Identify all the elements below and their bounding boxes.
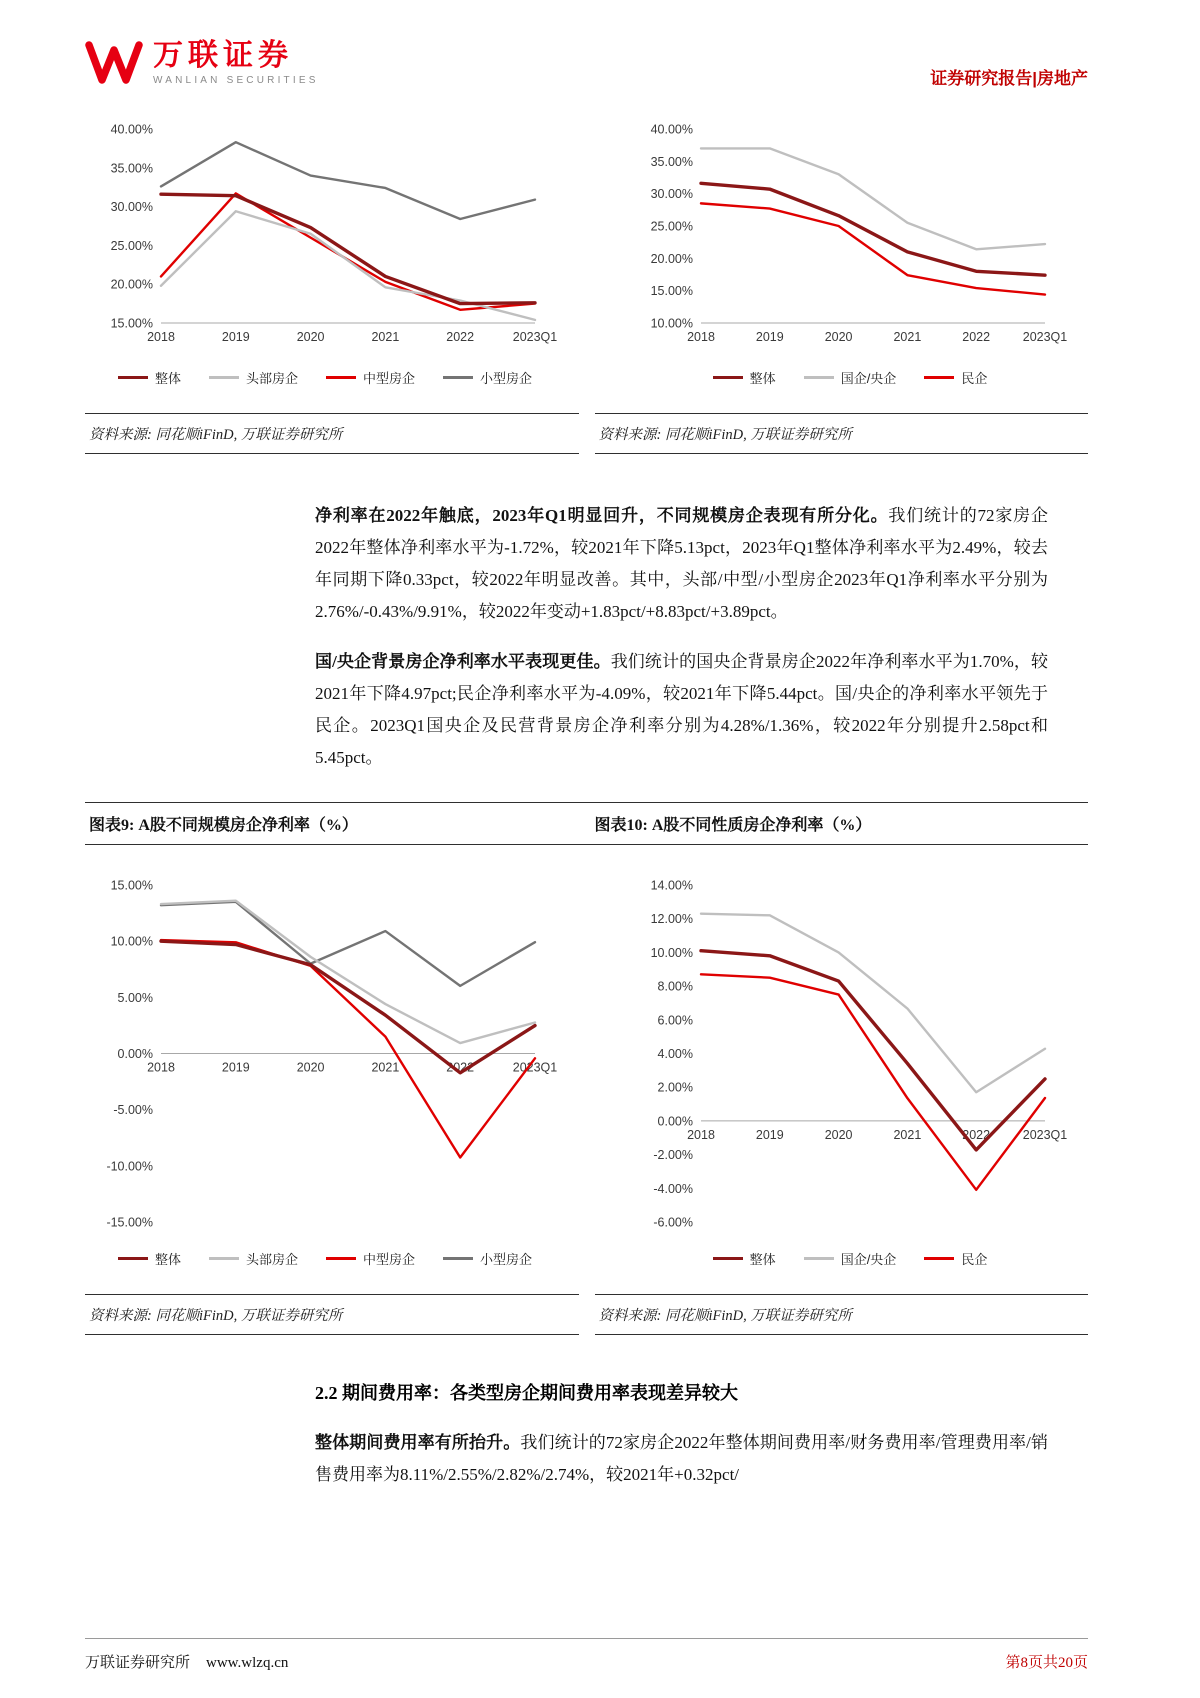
legend-item: [118, 368, 181, 387]
y-tick-label: 12.00%: [650, 912, 693, 927]
legend-item: [804, 1249, 897, 1268]
footer-org-and-site: [85, 1651, 288, 1672]
legend-label: 整体: [749, 371, 776, 386]
net-margin-charts-row: [85, 871, 1088, 1268]
y-tick-label: 8.00%: [657, 979, 693, 994]
line-chart-margin-by-ownership: [625, 115, 1075, 387]
company-name-cn: 万联证券: [153, 38, 293, 72]
x-tick-label: 2020: [824, 330, 853, 344]
company-name-block: [153, 39, 319, 86]
y-tick-label: 15.00%: [650, 284, 693, 299]
y-tick-label: 10.00%: [110, 934, 153, 949]
x-tick-label: 2021: [893, 1127, 922, 1142]
line-chart-net-margin-by-ownership: [625, 871, 1075, 1268]
legend-line-marker: [804, 376, 834, 380]
legend-label: 小型房企: [480, 371, 533, 386]
y-tick-label: 30.00%: [110, 200, 153, 215]
paragraph-body: 我们统计的国央企背景房企2022年净利率水平为1.70%，较2021年下降4.97pct;民企净利率水平为-4.09%，较2021年下降5.44pct。国/央企的净利率水平领先于民企。2023Q1国央企及民营背景房企净利率分别为4.28%/1.36%，较2022年分别提升2.58pct和5.45pct。: [315, 652, 1048, 767]
source-note: 资料来源: 同花顺iFinD, 万联证券研究所: [595, 413, 1089, 454]
y-tick-label: 25.00%: [110, 238, 153, 253]
page-number: 第8页共20页: [1005, 1655, 1088, 1671]
line-chart-canvas: [85, 871, 565, 1236]
legend-item: [713, 1249, 776, 1268]
legend-label: 头部房企: [245, 371, 298, 386]
y-tick-label: 20.00%: [650, 251, 693, 266]
x-tick-label: 2022: [962, 330, 991, 344]
section-heading: 2.2 期间费用率：各类型房企期间费用率表现差异较大: [315, 1383, 738, 1403]
x-tick-label: 2020: [824, 1127, 853, 1142]
legend-item: [804, 368, 897, 387]
body-text: [315, 1427, 1048, 1509]
x-tick-label: 2022: [446, 330, 475, 344]
series-line: [701, 914, 1045, 1093]
body-text: [315, 500, 1048, 792]
wanlian-w-logo-icon: [85, 38, 143, 86]
chart-canvas-mount: [625, 871, 1075, 1241]
line-chart-canvas: [85, 115, 565, 355]
x-tick-label: 2019: [221, 1060, 250, 1075]
paragraph-net-margin-overview: [315, 500, 1048, 628]
chart-canvas-mount: [85, 115, 565, 360]
x-tick-label: 2022: [446, 1060, 475, 1075]
line-chart-canvas: [625, 871, 1075, 1236]
y-tick-label: 0.00%: [657, 1114, 693, 1129]
legend-label: 民企: [961, 371, 988, 386]
paragraph-body: 我们统计的72家房企2022年整体净利率水平为-1.72%，较2021年下降5.13pct，2023年Q1整体净利率水平为2.49%，较去年同期下降0.33pct，较2022年明显改善。其中，头部/中型/小型房企2023年Q1净利率水平分别为2.76%/-0.43%/9.91%，较2022年变动+1.83pct/+8.83pct/+3.89pct。: [315, 506, 1048, 621]
y-tick-label: 10.00%: [650, 945, 693, 960]
legend-item: [118, 1249, 181, 1268]
report-type-text: 证券研究报告: [930, 69, 1033, 88]
y-tick-label: 15.00%: [110, 878, 153, 893]
y-tick-label: 10.00%: [650, 316, 693, 331]
legend-line-marker: [118, 376, 148, 380]
series-line: [161, 940, 535, 1157]
paragraph-soe-net-margin: [315, 646, 1048, 774]
legend-line-marker: [209, 376, 239, 380]
legend-item: [924, 1249, 987, 1268]
figure-title-9: 图表9: A股不同规模房企净利率（%）: [89, 817, 358, 834]
legend-line-marker: [326, 376, 356, 380]
company-logo: [85, 38, 319, 86]
y-tick-label: 6.00%: [657, 1013, 693, 1028]
legend-item: [326, 368, 415, 387]
x-tick-label: 2021: [371, 330, 400, 344]
legend-label: 国企/央企: [840, 371, 897, 386]
source-note: 资料来源: 同花顺iFinD, 万联证券研究所: [85, 413, 579, 454]
legend-label: 整体: [154, 1252, 181, 1267]
y-tick-label: 40.00%: [650, 122, 693, 137]
legend-item: [924, 368, 987, 387]
y-tick-label: -10.00%: [106, 1159, 153, 1174]
y-tick-label: 4.00%: [657, 1047, 693, 1061]
x-tick-label: 2023Q1: [512, 330, 558, 344]
legend-line-marker: [326, 1257, 356, 1261]
legend-line-marker: [443, 1257, 473, 1261]
chart-canvas-mount: [85, 871, 565, 1241]
legend-item: [209, 1249, 298, 1268]
line-chart-canvas: [625, 115, 1075, 355]
x-tick-label: 2023Q1: [1022, 1127, 1068, 1142]
website-url: www.wlzq.cn: [206, 1655, 289, 1671]
legend-label: 中型房企: [363, 1252, 416, 1267]
legend-line-marker: [924, 376, 954, 380]
y-tick-label: -15.00%: [106, 1215, 153, 1230]
x-tick-label: 2018: [147, 330, 175, 344]
legend-label: 整体: [154, 371, 181, 386]
x-tick-label: 2021: [371, 1060, 400, 1075]
series-line: [161, 194, 535, 303]
chart-legend: [713, 1249, 988, 1268]
gross-margin-charts-row: [85, 115, 1088, 387]
source-note: 资料来源: 同花顺iFinD, 万联证券研究所: [595, 1294, 1089, 1335]
x-tick-label: 2022: [962, 1127, 991, 1142]
figure-title-bar: [85, 802, 1088, 845]
legend-line-marker: [713, 1257, 743, 1261]
legend-line-marker: [209, 1257, 239, 1261]
y-tick-label: 35.00%: [110, 161, 153, 176]
report-type-label: [930, 64, 1088, 89]
x-tick-label: 2020: [296, 330, 325, 344]
y-tick-label: 35.00%: [650, 154, 693, 169]
paragraph-lead: 整体期间费用率有所抬升。: [315, 1433, 521, 1452]
line-chart-net-margin-by-company-size: [85, 871, 565, 1268]
legend-label: 整体: [749, 1252, 776, 1267]
x-tick-label: 2018: [147, 1060, 175, 1075]
x-tick-label: 2019: [755, 1127, 784, 1142]
legend-label: 小型房企: [480, 1252, 533, 1267]
legend-line-marker: [118, 1257, 148, 1261]
footer-org: 万联证券研究所: [85, 1655, 191, 1671]
y-tick-label: 14.00%: [650, 878, 693, 893]
y-tick-label: -2.00%: [653, 1148, 693, 1163]
y-tick-label: 20.00%: [110, 277, 153, 292]
paragraph-body: 我们统计的72家房企2022年整体期间费用率/财务费用率/管理费用率/销售费用率为8.11%/2.55%/2.82%/2.74%，较2021年+0.32pct/: [315, 1433, 1049, 1484]
paragraph-lead: 国/央企背景房企净利率水平表现更佳。: [315, 652, 611, 671]
y-tick-label: 0.00%: [117, 1047, 153, 1061]
chart-legend: [118, 1249, 532, 1268]
legend-item: [326, 1249, 415, 1268]
x-tick-label: 2018: [687, 1127, 715, 1142]
x-tick-label: 2019: [221, 330, 250, 344]
legend-item: [713, 368, 776, 387]
chart-legend: [713, 368, 988, 387]
company-name-en: WANLIAN SECURITIES: [153, 74, 319, 86]
x-tick-label: 2020: [296, 1060, 325, 1075]
y-tick-label: -4.00%: [653, 1181, 693, 1196]
legend-line-marker: [443, 376, 473, 380]
x-tick-label: 2021: [893, 330, 922, 344]
figure-title-10: 图表10: A股不同性质房企净利率（%）: [594, 817, 872, 834]
line-chart-margin-by-company-size: [85, 115, 565, 387]
sector-label: 房地产: [1037, 69, 1088, 88]
y-tick-label: -5.00%: [113, 1103, 153, 1118]
series-line: [161, 142, 535, 219]
page-header: [85, 38, 1088, 89]
legend-item: [209, 368, 298, 387]
y-tick-label: 15.00%: [110, 316, 153, 331]
y-tick-label: -6.00%: [653, 1215, 693, 1230]
sources-row: [85, 1294, 1088, 1335]
x-tick-label: 2023Q1: [1022, 330, 1068, 344]
legend-label: 国企/央企: [840, 1252, 897, 1267]
y-tick-label: 40.00%: [110, 122, 153, 137]
y-tick-label: 30.00%: [650, 187, 693, 202]
series-line: [161, 901, 535, 1043]
x-tick-label: 2019: [755, 330, 784, 344]
header-divider: |: [1032, 69, 1037, 88]
y-tick-label: 5.00%: [117, 990, 153, 1005]
legend-line-marker: [713, 376, 743, 380]
page-footer: [85, 1638, 1088, 1672]
legend-item: [443, 1249, 532, 1268]
y-tick-label: 2.00%: [657, 1080, 693, 1095]
chart-legend: [118, 368, 532, 387]
x-tick-label: 2018: [687, 330, 715, 344]
paragraph-lead: 净利率在2022年触底，2023年Q1明显回升，不同规模房企表现有所分化。: [315, 506, 889, 525]
x-tick-label: 2023Q1: [512, 1060, 558, 1075]
sources-row: [85, 413, 1088, 454]
chart-canvas-mount: [625, 115, 1075, 360]
legend-line-marker: [924, 1257, 954, 1261]
legend-item: [443, 368, 532, 387]
source-note: 资料来源: 同花顺iFinD, 万联证券研究所: [85, 1294, 579, 1335]
legend-label: 中型房企: [363, 371, 416, 386]
y-tick-label: 25.00%: [650, 219, 693, 234]
legend-line-marker: [804, 1257, 834, 1261]
legend-label: 头部房企: [245, 1252, 298, 1267]
legend-label: 民企: [961, 1252, 988, 1267]
paragraph-expense-ratio: [315, 1427, 1048, 1491]
